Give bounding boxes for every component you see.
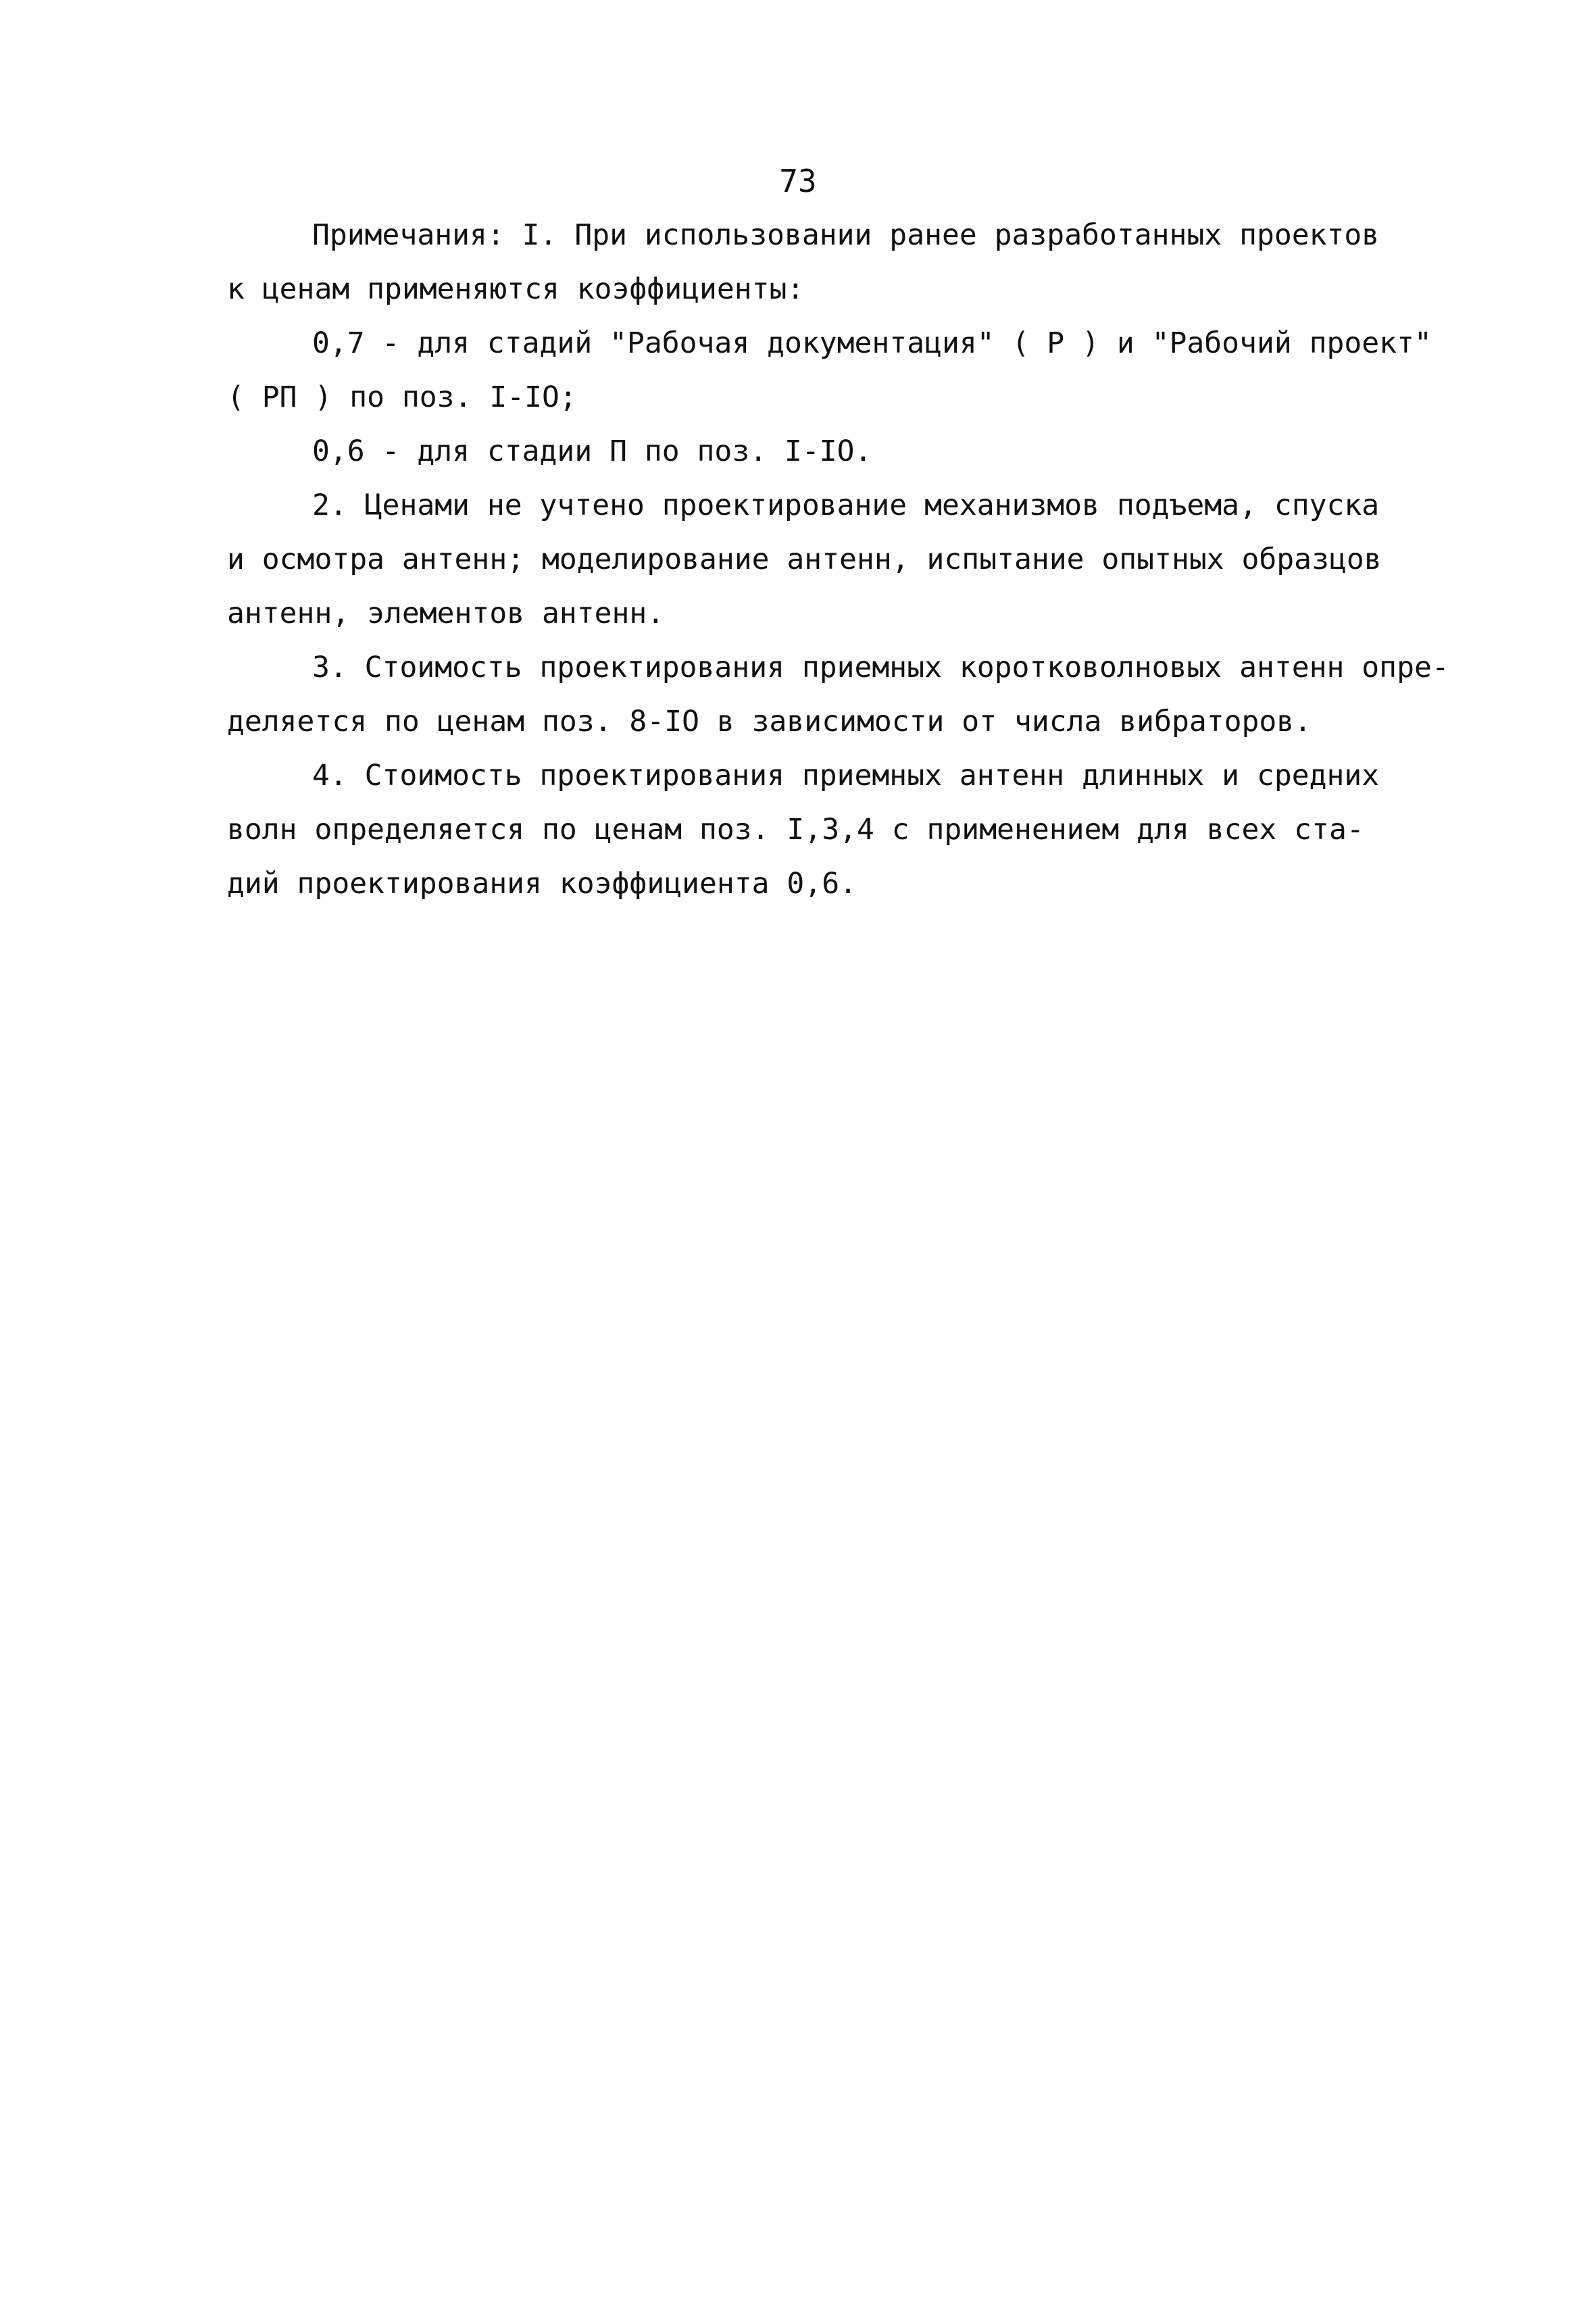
note-2-line: 2. Ценами не учтено проектирование механизмов подъема, спуска xyxy=(312,488,1380,522)
notes-intro-continuation: к ценам применяются коэффициенты: xyxy=(227,272,805,306)
note-4-continuation: волн определяется по ценам поз. I,3,4 с применением для всех ста- xyxy=(227,813,1364,847)
note-3-line: 3. Стоимость проектирования приемных коротковолновых антенн опре- xyxy=(312,651,1449,684)
note-4-continuation: дий проектирования коэффициента 0,6. xyxy=(227,867,857,901)
coefficient-0-7-continuation: ( РП ) по поз. I-IO; xyxy=(227,380,577,414)
note-2-continuation: антенн, элементов антенн. xyxy=(227,597,665,630)
notes-intro-line: Примечания: I. При использовании ранее разработанных проектов xyxy=(312,218,1380,252)
coefficient-0-6-line: 0,6 - для стадии П по поз. I-IO. xyxy=(312,434,872,468)
note-3-continuation: деляется по ценам поз. 8-IO в зависимости от числа вибраторов. xyxy=(227,705,1312,738)
note-4-line: 4. Стоимость проектирования приемных антенн длинных и средних xyxy=(312,759,1380,793)
page-number: 73 xyxy=(779,163,817,199)
note-2-continuation: и осмотра антенн; моделирование антенн, испытание опытных образцов xyxy=(227,543,1382,576)
coefficient-0-7-line: 0,7 - для стадий "Рабочая документация" ( Р ) и "Рабочий проект" xyxy=(312,326,1432,360)
